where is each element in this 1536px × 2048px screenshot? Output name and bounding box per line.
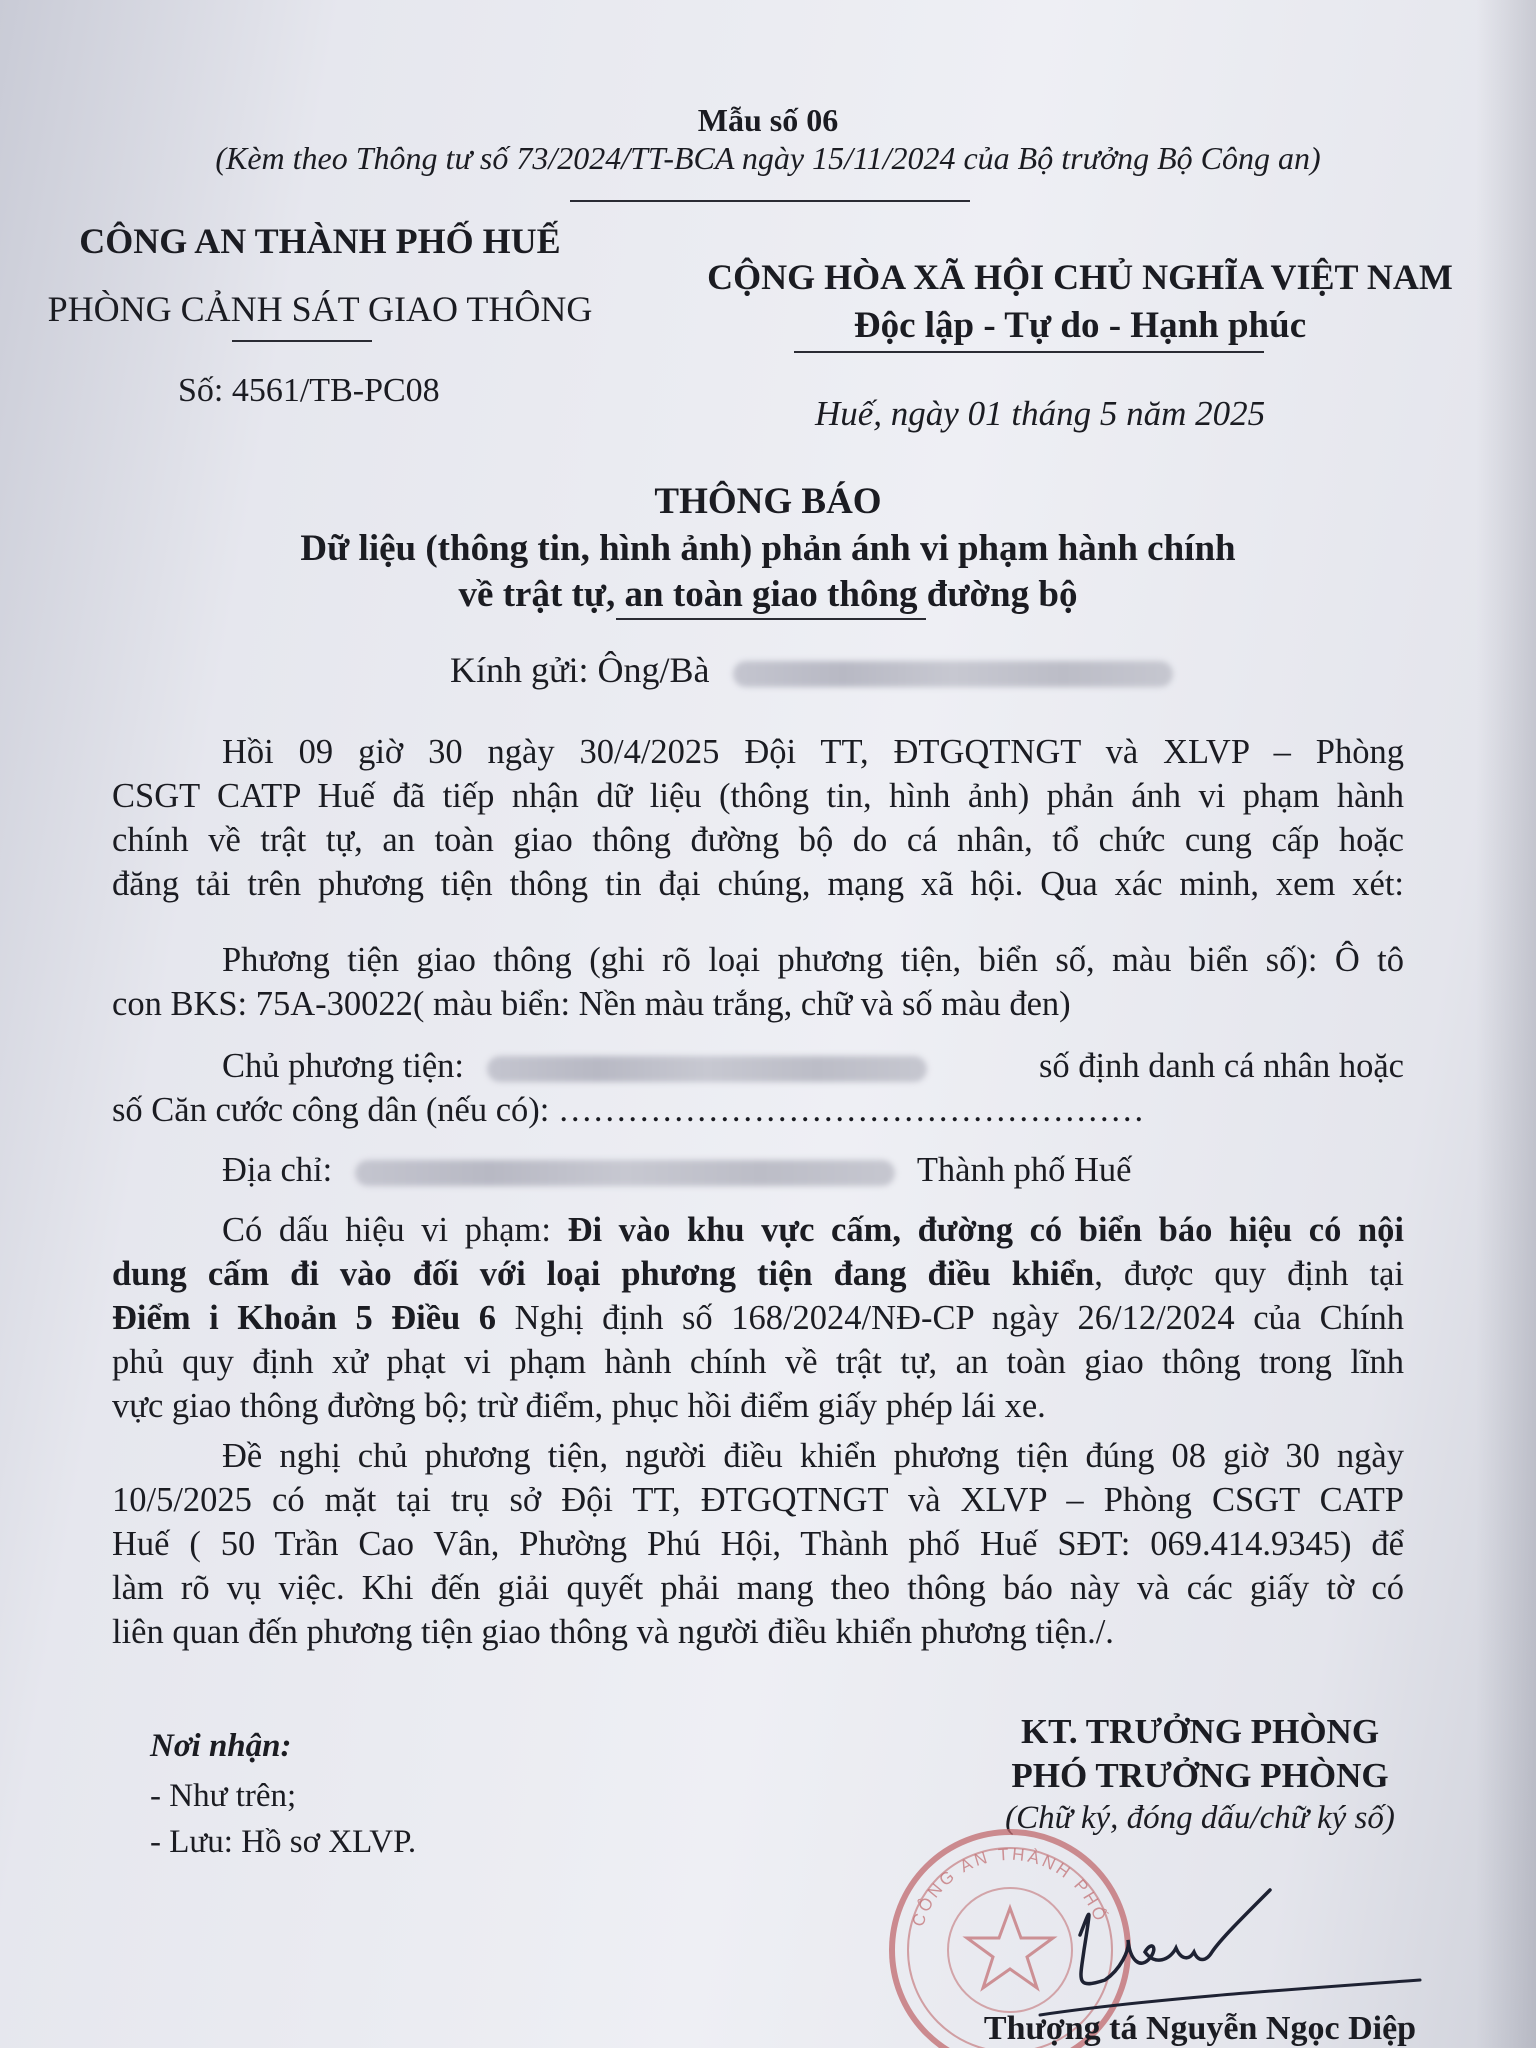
header-divider [570,200,970,202]
recipient-item: - Lưu: Hồ sơ XLVP. [150,1824,417,1860]
violation-line [112,1296,1404,1340]
redacted-address [355,1160,895,1186]
violation-lead: Có dấu hiệu vi phạm: [222,1211,568,1249]
svg-text:CÔNG AN THÀNH PHỐ: CÔNG AN THÀNH PHỐ [908,1844,1111,1929]
recipient-item: - Như trên; [150,1778,297,1814]
document-subject-line1: Dữ liệu (thông tin, hình ảnh) phản ánh vi phạm hành chính [300,528,1236,569]
attachment-note: (Kèm theo Thông tư số 73/2024/TT-BCA ngày 15/11/2024 của Bộ trưởng Bộ Công an) [215,140,1321,176]
request-line: liên quan đến phương tiện giao thông và người điều khiển phương tiện./. [112,1613,1114,1651]
request-line: 10/5/2025 có mặt tại trụ sở Đội TT, ĐTGQTNGT và XLVP – Phòng CSGT CATP [112,1481,1404,1519]
paragraph-owner [112,1044,1404,1132]
address-city: Thành phố Huế [916,1151,1132,1189]
national-motto: Độc lập - Tự do - Hạnh phúc [853,305,1307,346]
paragraph-violation [112,1208,1404,1428]
owner-id-line: số Căn cước công dân (nếu có): …………………………………………… [112,1091,1145,1129]
subject-underline [616,618,926,620]
paragraph-line: Hồi 09 giờ 30 ngày 30/4/2025 Đội TT, ĐTGQTNGT và XLVP – Phòng [222,733,1404,771]
violation-line [112,1208,1404,1252]
paragraph-vehicle [112,938,1404,1026]
signer-name: Thượng tá Nguyễn Ngọc Diệp [983,2010,1417,2047]
violation-line: vực giao thông đường bộ; trừ điểm, phục hồi điểm giấy phép lái xe. [112,1387,1046,1425]
form-number: Mẫu số 06 [697,102,839,138]
document-number: Số: 4561/TB-PC08 [178,372,440,409]
owner-id-label: số định danh cá nhân hoặc [1038,1047,1404,1085]
place-date: Huế, ngày 01 tháng 5 năm 2025 [815,394,1266,433]
violation-description: Đi vào khu vực cấm, đường có biển báo hiệu có nội [567,1211,1404,1249]
issuer-divider [232,340,372,342]
signature-title: PHÓ TRƯỞNG PHÒNG [1011,1756,1389,1795]
recipients-title: Nơi nhận: [150,1728,292,1764]
issuer-agency: CÔNG AN THÀNH PHỐ HUẾ [79,221,561,261]
address-label: Địa chỉ: [222,1151,333,1189]
paragraph-line: đăng tải trên phương tiện thông tin đại chúng, mạng xã hội. Qua xác minh, xem xét: [112,865,1404,903]
page-shadow [1476,0,1536,2048]
paragraph-request [112,1434,1404,1654]
paragraph-address [112,1148,1404,1192]
paragraph-line: chính về trật tự, an toàn giao thông đường bộ do cá nhân, tổ chức cung cấp hoặc [112,821,1404,859]
owner-line [112,1044,1404,1088]
violation-text: Nghị định số 168/2024/NĐ-CP ngày 26/12/2024 của Chính [496,1299,1404,1337]
paragraph-line: Phương tiện giao thông (ghi rõ loại phương tiện, biển số, màu biển số): Ô tô [222,941,1404,979]
request-line: làm rõ vụ việc. Khi đến giải quyết phải mang theo thông báo này và các giấy tờ có [112,1569,1404,1607]
paragraph-report [112,730,1404,906]
address-line [112,1148,1404,1192]
legal-reference: Điểm i Khoản 5 Điều 6 [112,1299,497,1337]
issuer-department: PHÒNG CẢNH SÁT GIAO THÔNG [47,289,593,329]
owner-label: Chủ phương tiện: [222,1047,465,1085]
request-line: Huế ( 50 Trần Cao Vân, Phường Phú Hội, Thành phố Huế SĐT: 069.414.9345) để [112,1525,1404,1563]
signature-note: (Chữ ký, đóng dấu/chữ ký số) [1005,1800,1395,1836]
signature-authority: KT. TRƯỞNG PHÒNG [1020,1712,1380,1751]
document-title: THÔNG BÁO [654,481,882,522]
redacted-name [733,661,1173,687]
violation-line [112,1252,1404,1296]
violation-line: phủ quy định xử phạt vi phạm hành chính về trật tự, an toàn giao thông trong lĩnh [112,1343,1404,1381]
request-line: Đề nghị chủ phương tiện, người điều khiển phương tiện đúng 08 giờ 30 ngày [222,1437,1404,1475]
greeting-label: Kính gửi: Ông/Bà [450,650,710,690]
paragraph-line: con BKS: 75A-30022( màu biển: Nền màu trắng, chữ và số màu đen) [112,985,1071,1023]
paragraph-line: CSGT CATP Huế đã tiếp nhận dữ liệu (thông tin, hình ảnh) phản ánh vi phạm hành [112,777,1404,815]
document-subject-line2: về trật tự, an toàn giao thông đường bộ [458,574,1078,615]
violation-description: dung cấm đi vào đối với loại phương tiện đang điều khiển [112,1255,1095,1293]
greeting [450,649,1173,691]
violation-text: , được quy định tại [1094,1255,1404,1293]
national-title: CỘNG HÒA XÃ HỘI CHỦ NGHĨA VIỆT NAM [707,257,1453,297]
motto-underline [794,351,1264,353]
redacted-owner [487,1056,927,1082]
